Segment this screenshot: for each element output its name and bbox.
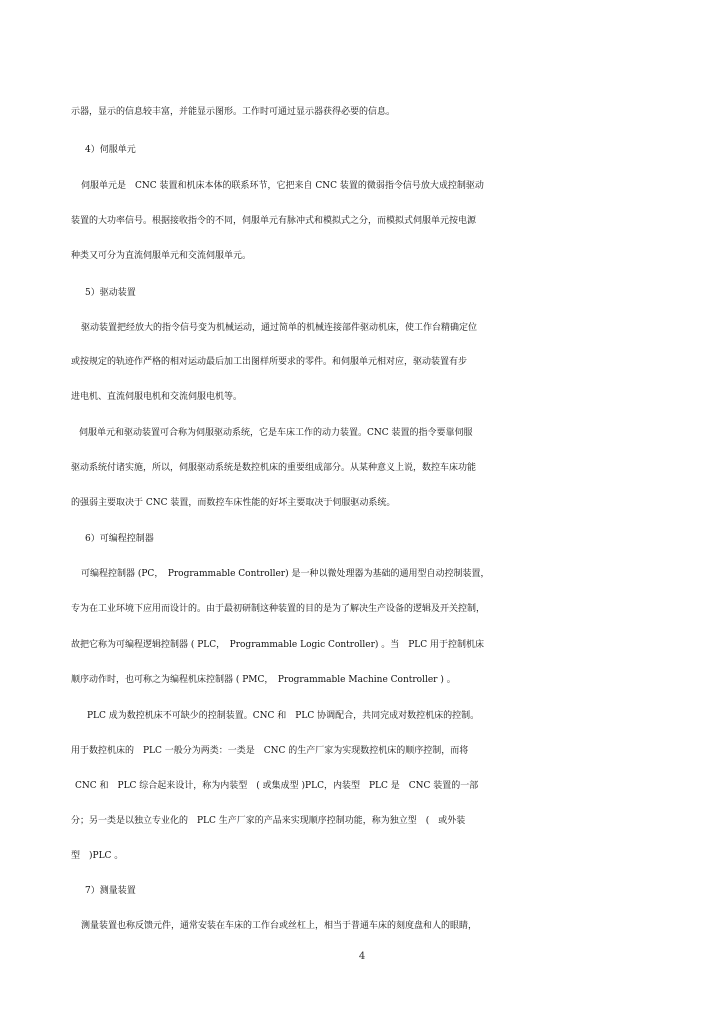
section-heading: 4）伺服单元 xyxy=(85,145,136,155)
text-line: 专为在工业环境下应用而设计的。由于最初研制这种装置的目的是为了解决生产设备的逻辑及开关控制， xyxy=(71,604,486,614)
text-line: 伺服单元和驱动装置可合称为伺服驱动系统，它是车床工作的动力装置。CNC 装置的指令要靠伺服 xyxy=(79,428,473,438)
text-line: 进电机、直流伺服电机和交流伺服电机等。 xyxy=(71,392,243,402)
text-line: 装置的大功率信号。根据接收指令的不同，伺服单元有脉冲式和模拟式之分，而模拟式伺服单元按电源 xyxy=(71,216,477,226)
text-line: 分；另一类是以独立专业化的 PLC 生产厂家的产品来实现顺序控制功能，称为独立型 ( 或外装 xyxy=(71,816,466,826)
text-line: PLC 成为数控机床不可缺少的控制装置。CNC 和 PLC 协调配合，共同完成对数控机床的控制。 xyxy=(87,711,480,721)
section-heading: 5）驱动装置 xyxy=(85,288,136,298)
text-line: 顺序动作时，也可称之为编程机床控制器 ( PMC， Programmable Machine Controller ) 。 xyxy=(71,675,456,685)
text-line: 故把它称为可编程逻辑控制器 ( PLC， Programmable Logic Controller) 。当 PLC 用于控制机床 xyxy=(71,640,485,650)
text-line: 型 )PLC 。 xyxy=(71,851,124,861)
section-heading: 7）测量装置 xyxy=(85,886,136,896)
text-line: 种类又可分为直流伺服单元和交流伺服单元。 xyxy=(71,251,252,261)
text-line: CNC 和 PLC 综合起来设计，称为内装型 ( 或集成型 )PLC，内装型 PLC 是 CNC 装置的一部 xyxy=(75,781,479,791)
text-line: 伺服单元是 CNC 装置和机床本体的联系环节，它把来自 CNC 装置的微弱指令信号放大成控制驱动 xyxy=(81,181,484,191)
page-number: 4 xyxy=(358,951,366,962)
text-line: 测量装置也称反馈元件，通常安装在车床的工作台或丝杠上，相当于普通车床的刻度盘和人的眼睛， xyxy=(81,921,478,931)
text-line: 可编程控制器 (PC， Programmable Controller) 是一种以微处理器为基础的通用型自动控制装置， xyxy=(81,569,490,579)
text-line: 驱动系统付诸实施，所以，伺服驱动系统是数控机床的重要组成部分。从某种意义上说，数控车床功能 xyxy=(71,463,477,473)
text-line: 用于数控机床的 PLC 一般分为两类：一类是 CNC 的生产厂家为实现数控机床的顺序控制，而将 xyxy=(71,746,469,756)
text-line: 示器，显示的信息较丰富，并能显示图形。工作时可通过显示器获得必要的信息。 xyxy=(71,107,396,117)
section-heading: 6）可编程控制器 xyxy=(85,534,154,544)
text-line: 驱动装置把经放大的指令信号变为机械运动，通过简单的机械连接部件驱动机床，使工作台精确定位 xyxy=(81,323,478,333)
text-line: 或按规定的轨迹作严格的相对运动最后加工出图样所要求的零件。和伺服单元相对应，驱动装置有步 xyxy=(71,357,468,367)
text-line: 的强弱主要取决于 CNC 装置，而数控车床性能的好坏主要取决于伺服驱动系统。 xyxy=(71,498,396,508)
